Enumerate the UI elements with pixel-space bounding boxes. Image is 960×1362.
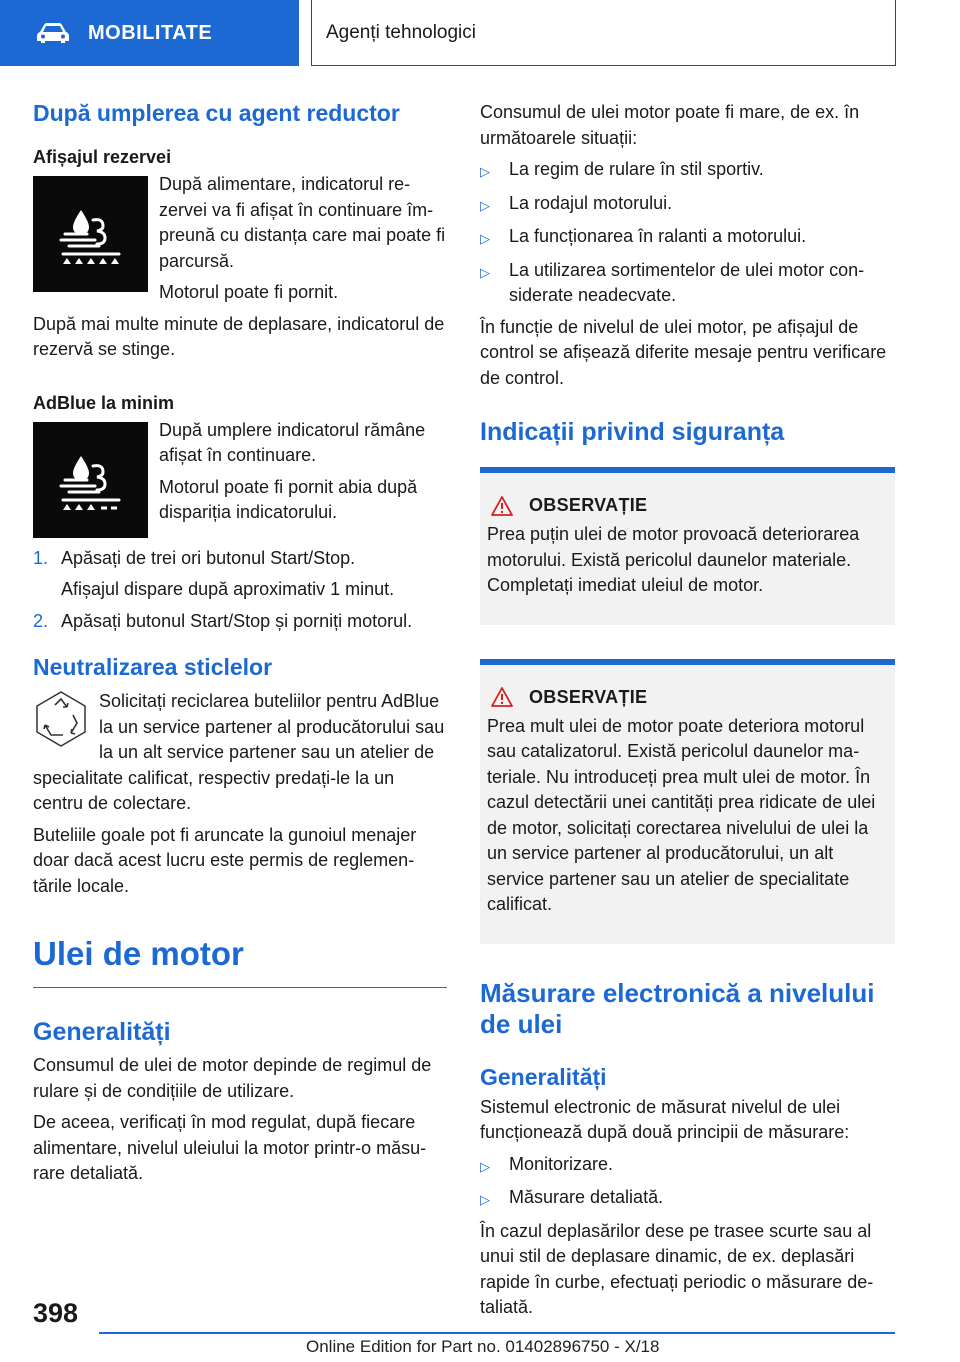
header-section-label: MOBILITATE — [88, 21, 213, 44]
section-title-electronic-measure: Măsurare electronică a nivelului de ulei — [480, 977, 875, 1039]
list-item: Afișajul dispare după aproximativ 1 minut. — [61, 579, 395, 599]
subheading-reserve-display: Afișajul rezervei — [33, 147, 172, 167]
page-number: 398 — [33, 1298, 79, 1328]
header-section-tab[interactable] — [0, 0, 299, 66]
measure-text-1: Sistemul electronic de măsurat nivelul de ulei funcționează după două principii de măsurare: — [480, 1096, 850, 1142]
reserve-text-2: Motorul poate fi pornit. — [159, 282, 339, 302]
list-item: ▷ Măsurare detaliată. — [480, 1185, 895, 1213]
bullet-icon: ▷ — [480, 264, 490, 280]
subheading-adblue-min: AdBlue la minim — [33, 392, 175, 413]
footer-divider — [99, 1332, 895, 1334]
list-item: ▷ La funcționarea în ralanti a motorului. — [480, 224, 895, 252]
left-column — [33, 100, 447, 1193]
warning-icon — [491, 687, 513, 707]
consumption-list — [480, 157, 895, 309]
adblue-min-text-1: După umplere indicatorul rămâne afișat în continuare. — [159, 419, 426, 465]
car-icon — [36, 22, 70, 44]
measure-text-2: În cazul deplasărilor dese pe trasee scurte sau al unui stil de deplasare dinamic, de ex. deplasări rapide în curbe, efectuați periodic o măsurare detaliată. — [480, 1220, 874, 1317]
reserve-text-3: După mai multe minute de deplasare, indicatorul de rezervă se stinge. — [33, 313, 445, 359]
steps-list — [33, 546, 447, 635]
section-title-general: Generalități — [33, 1018, 171, 1046]
bottles-text-2: Buteliile goale pot fi aruncate la gunoiul menajer doar dacă acest lucru este permis de reglementările locale. — [33, 824, 417, 896]
subsection-title-general: Generalități — [480, 1063, 607, 1090]
warning-icon — [491, 496, 513, 516]
bullet-icon: ▷ — [480, 197, 490, 213]
list-item: 2. Apăsați butonul Start/Stop și porniți motorul. — [33, 610, 413, 631]
list-item: ▷ La rodajul motorului. — [480, 191, 895, 219]
adblue-min-icon — [33, 422, 148, 538]
warning-title: OBSERVAȚIE — [529, 495, 648, 515]
reserve-indicator-row — [33, 172, 447, 312]
right-column — [480, 100, 895, 1327]
bullet-icon: ▷ — [480, 231, 490, 246]
oil-consumption-text: Consumul de ulei motor poate fi mare, de ex. în următoarele situații: — [480, 102, 860, 148]
bullet-icon: ▷ — [480, 1192, 490, 1207]
chapter-title-engine-oil: Ulei de motor — [33, 935, 447, 988]
warning-box-high-oil — [480, 659, 895, 944]
adblue-reserve-icon — [33, 176, 148, 292]
bottles-text-1: Solicitați reciclarea buteliilor pentru AdBlue la un service partener al producătorului sau la un alt service partener sau un atelier de specialitate calificat, respectiv predați-le la un centru de colectare. — [33, 691, 445, 813]
section-title-after-fill: După umplerea cu agent reductor — [33, 100, 400, 126]
adblue-min-row — [33, 418, 447, 538]
section-title-safety: Indicații privind siguranța — [480, 418, 785, 446]
list-item: 1. Apăsați de trei ori butonul Start/Stop. — [33, 547, 356, 568]
recycle-icon — [33, 689, 89, 749]
section-title-bottles: Neutralizarea sticlelor — [33, 654, 273, 680]
bullet-icon: ▷ — [480, 164, 490, 179]
oil-general-text-2: De aceea, verificați în mod regulat, după fiecare alimentare, nivelul uleiului la motor printr-o măsurare detaliată. — [33, 1112, 427, 1183]
header-chapter — [311, 0, 896, 66]
oil-level-messages-text: În funcție de nivelul de ulei motor, pe afișajul de control se afișează diferite mesaje pentru verificare de control. — [480, 316, 887, 388]
bullet-icon: ▷ — [480, 1158, 490, 1174]
warning-text: Prea puțin ulei de motor provoacă deteriorarea motorului. Există pericolul daunelor materiale. Completați imediat uleiul de motor. — [487, 524, 860, 595]
oil-general-text-1: Consumul de ulei de motor depinde de regimul de rulare și de condițiile de utilizare. — [33, 1055, 432, 1101]
footer-edition: Online Edition for Part no. 01402896750 - X/18 — [306, 1337, 660, 1356]
list-item: ▷ Monitorizare. — [480, 1152, 895, 1180]
measure-principles-list — [480, 1152, 895, 1213]
list-item: ▷ La regim de rulare în stil sportiv. — [480, 157, 895, 185]
adblue-min-text-2: Motorul poate fi pornit abia după dispariția indicatorului. — [159, 476, 418, 522]
reserve-text-1: După alimentare, indicatorul rezervei va fi afișat în continuare împreună cu distanța care mai poate fi parcursă. — [159, 174, 446, 271]
list-item: ▷ La utilizarea sortimentelor de ulei motor considerate neadecvate. — [480, 258, 895, 309]
warning-box-low-oil — [480, 467, 895, 625]
warning-title: OBSERVAȚIE — [529, 686, 648, 707]
header-chapter-label: Agenți tehnologici — [326, 21, 476, 43]
warning-text: Prea mult ulei de motor poate deteriora motorul sau catalizatorul. Există pericolul daunelor materiale. Nu introduceți prea mult ulei de motor. În cazul detectării unei cantități prea ridicate de ulei de motor, solicitați corectarea nivelului de ulei la un service partener al producătorului, un alt service partener sau un atelier de specialitate calificat. — [487, 715, 876, 914]
